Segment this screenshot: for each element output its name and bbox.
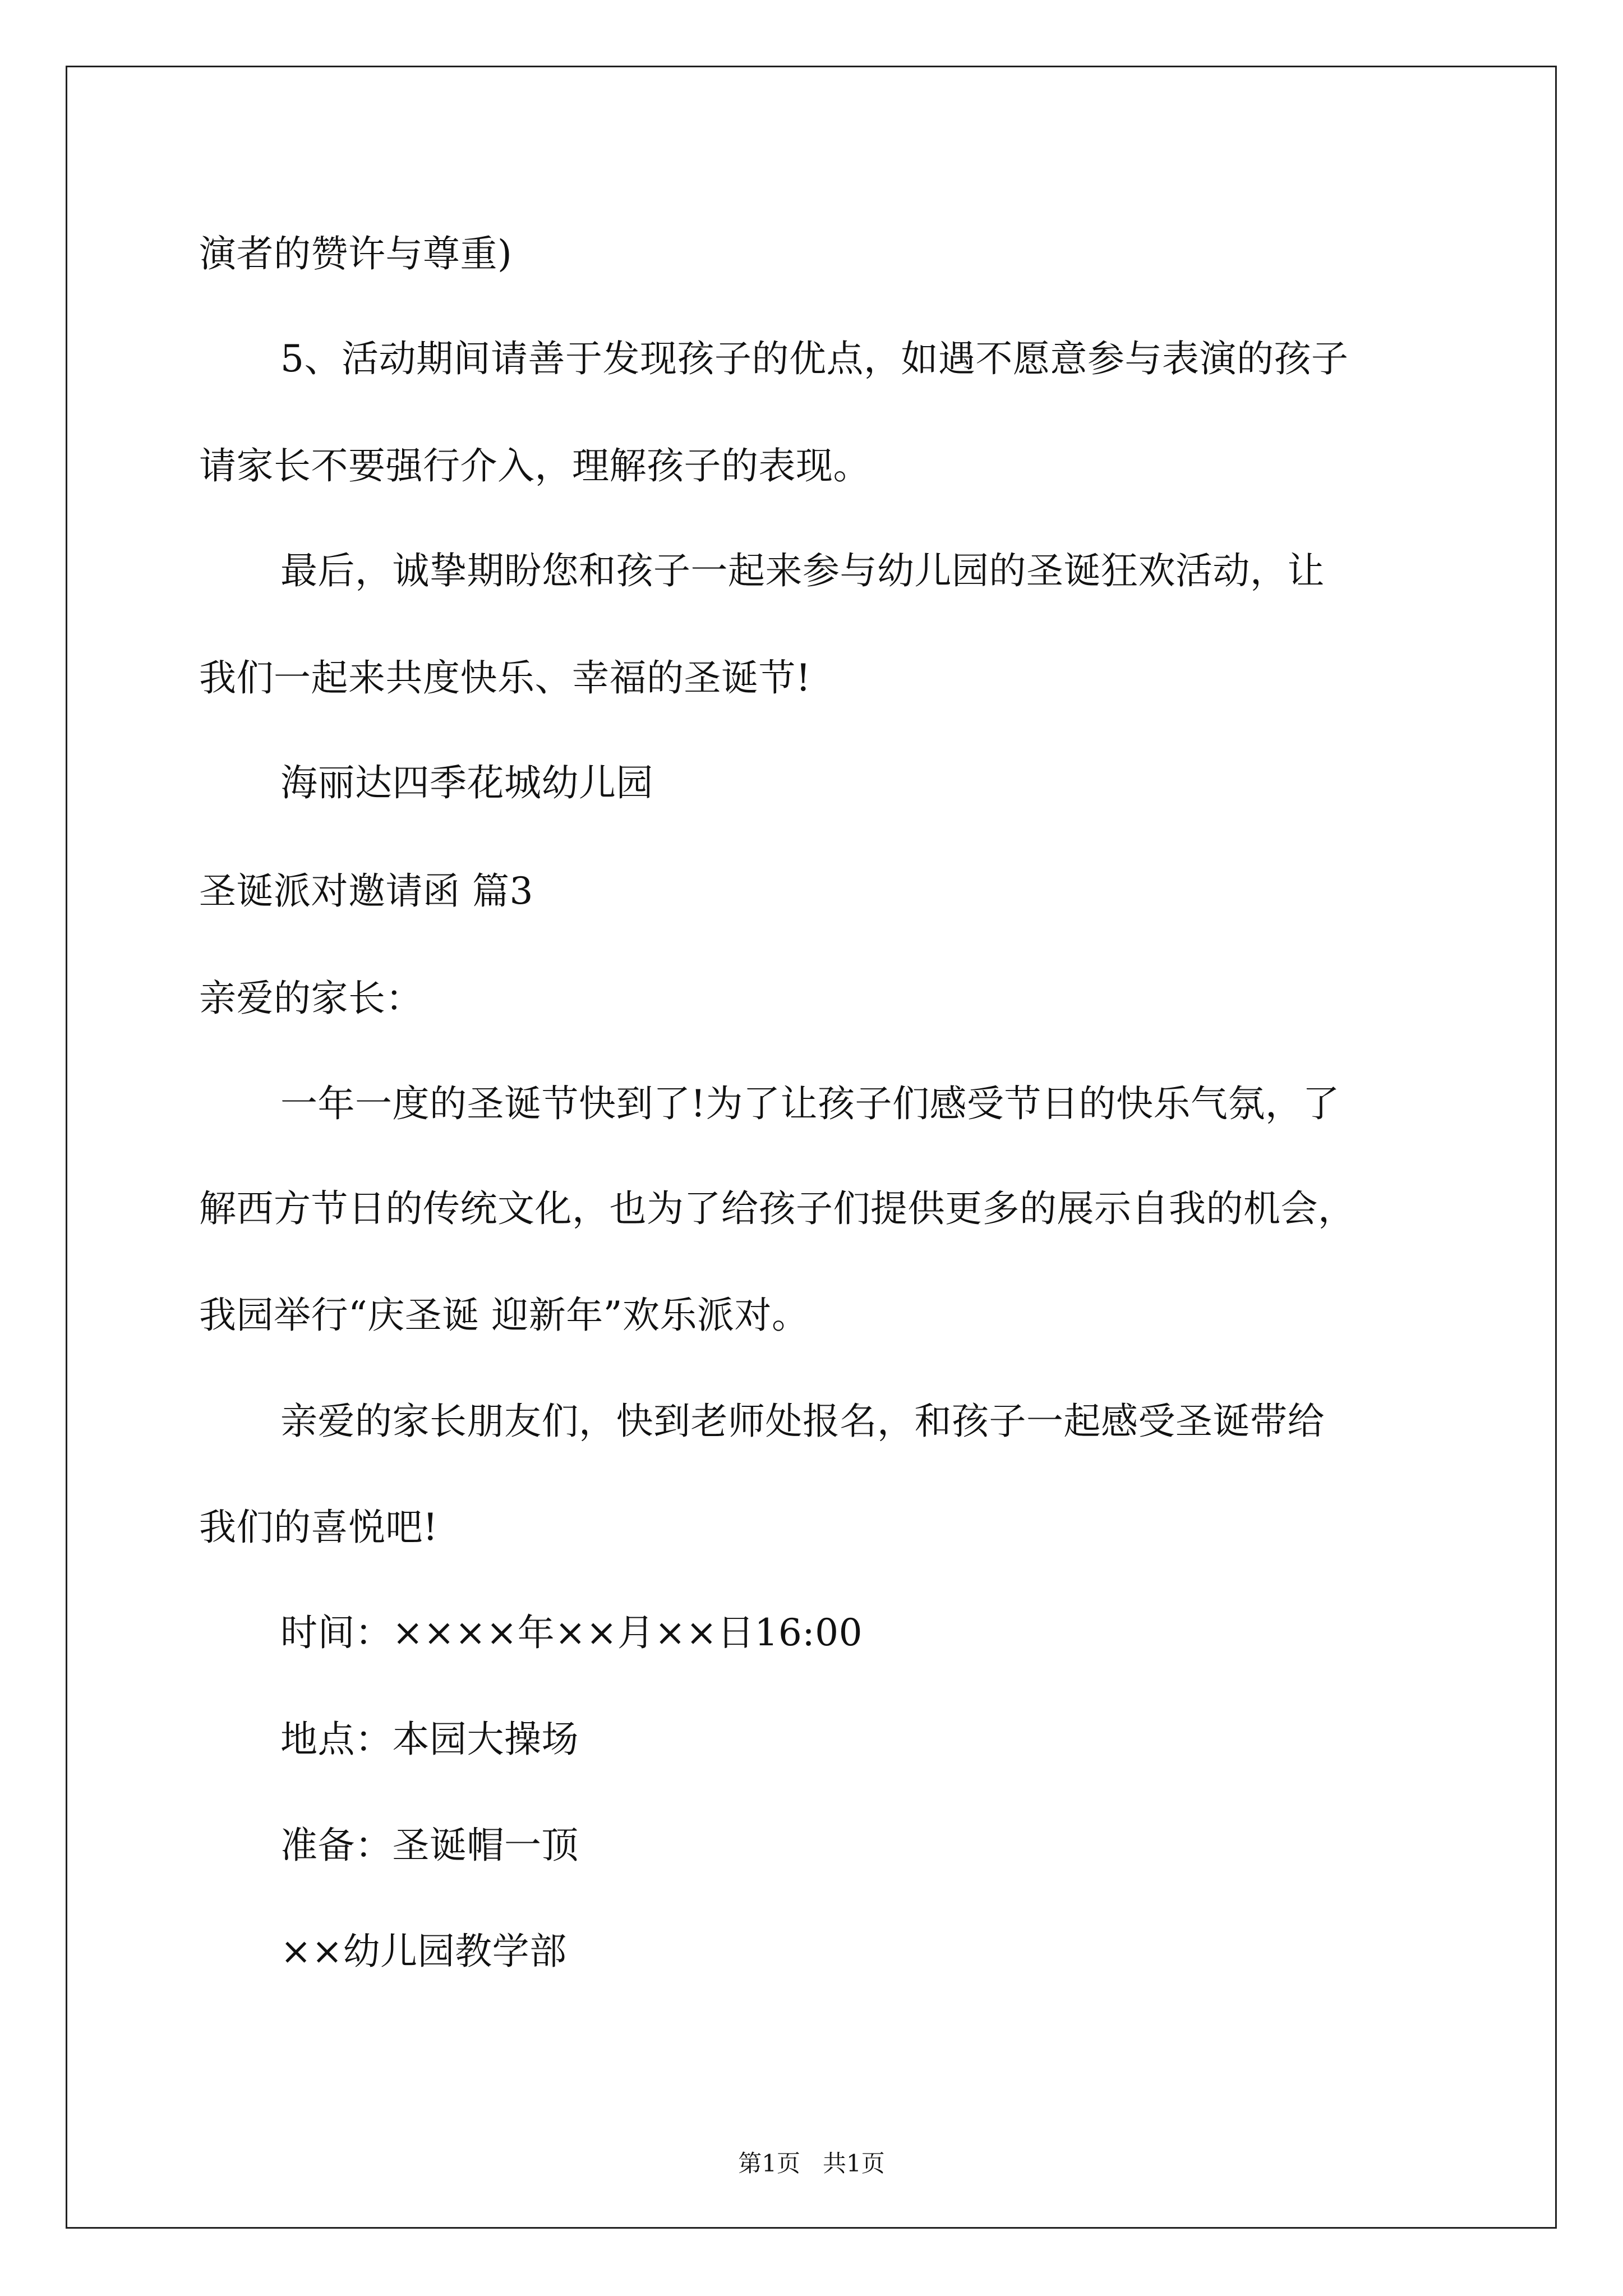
page-footer: 第1页 共1页 <box>738 2150 885 2177</box>
paragraph-line: 我们一起来共度快乐、幸福的圣诞节! <box>199 656 811 700</box>
paragraph-line: 请家长不要强行介入，理解孩子的表现。 <box>199 444 870 487</box>
paragraph-line: 最后，诚挚期盼您和孩子一起来参与幼儿园的圣诞狂欢活动，让 <box>280 549 1325 592</box>
signature-line: 海丽达四季花城幼儿园 <box>280 761 653 804</box>
paragraph-line: 一年一度的圣诞节快到了!为了让孩子们感受节日的快乐气氛，了 <box>280 1082 1340 1125</box>
paragraph-line: 我园举行“庆圣诞 迎新年”欢乐派对。 <box>199 1294 809 1337</box>
event-time: 时间：××××年××月××日16:00 <box>280 1611 863 1654</box>
page-border <box>66 66 1557 2229</box>
section-heading: 圣诞派对邀请函 篇3 <box>199 869 533 913</box>
paragraph-line: 我们的喜悦吧! <box>199 1506 439 1549</box>
event-preparation: 准备：圣诞帽一顶 <box>280 1824 579 1867</box>
paragraph-line: 演者的赞许与尊重) <box>199 232 513 275</box>
event-location: 地点：本园大操场 <box>280 1718 579 1761</box>
paragraph-line: 5、活动期间请善于发现孩子的优点，如遇不愿意参与表演的孩子 <box>280 337 1349 380</box>
organizer-signature: ××幼儿园教学部 <box>280 1930 567 1973</box>
paragraph-line: 亲爱的家长朋友们，快到老师处报名，和孩子一起感受圣诞带给 <box>280 1400 1325 1443</box>
paragraph-line: 解西方节日的传统文化，也为了给孩子们提供更多的展示自我的机会， <box>199 1187 1355 1230</box>
salutation: 亲爱的家长： <box>199 977 423 1020</box>
